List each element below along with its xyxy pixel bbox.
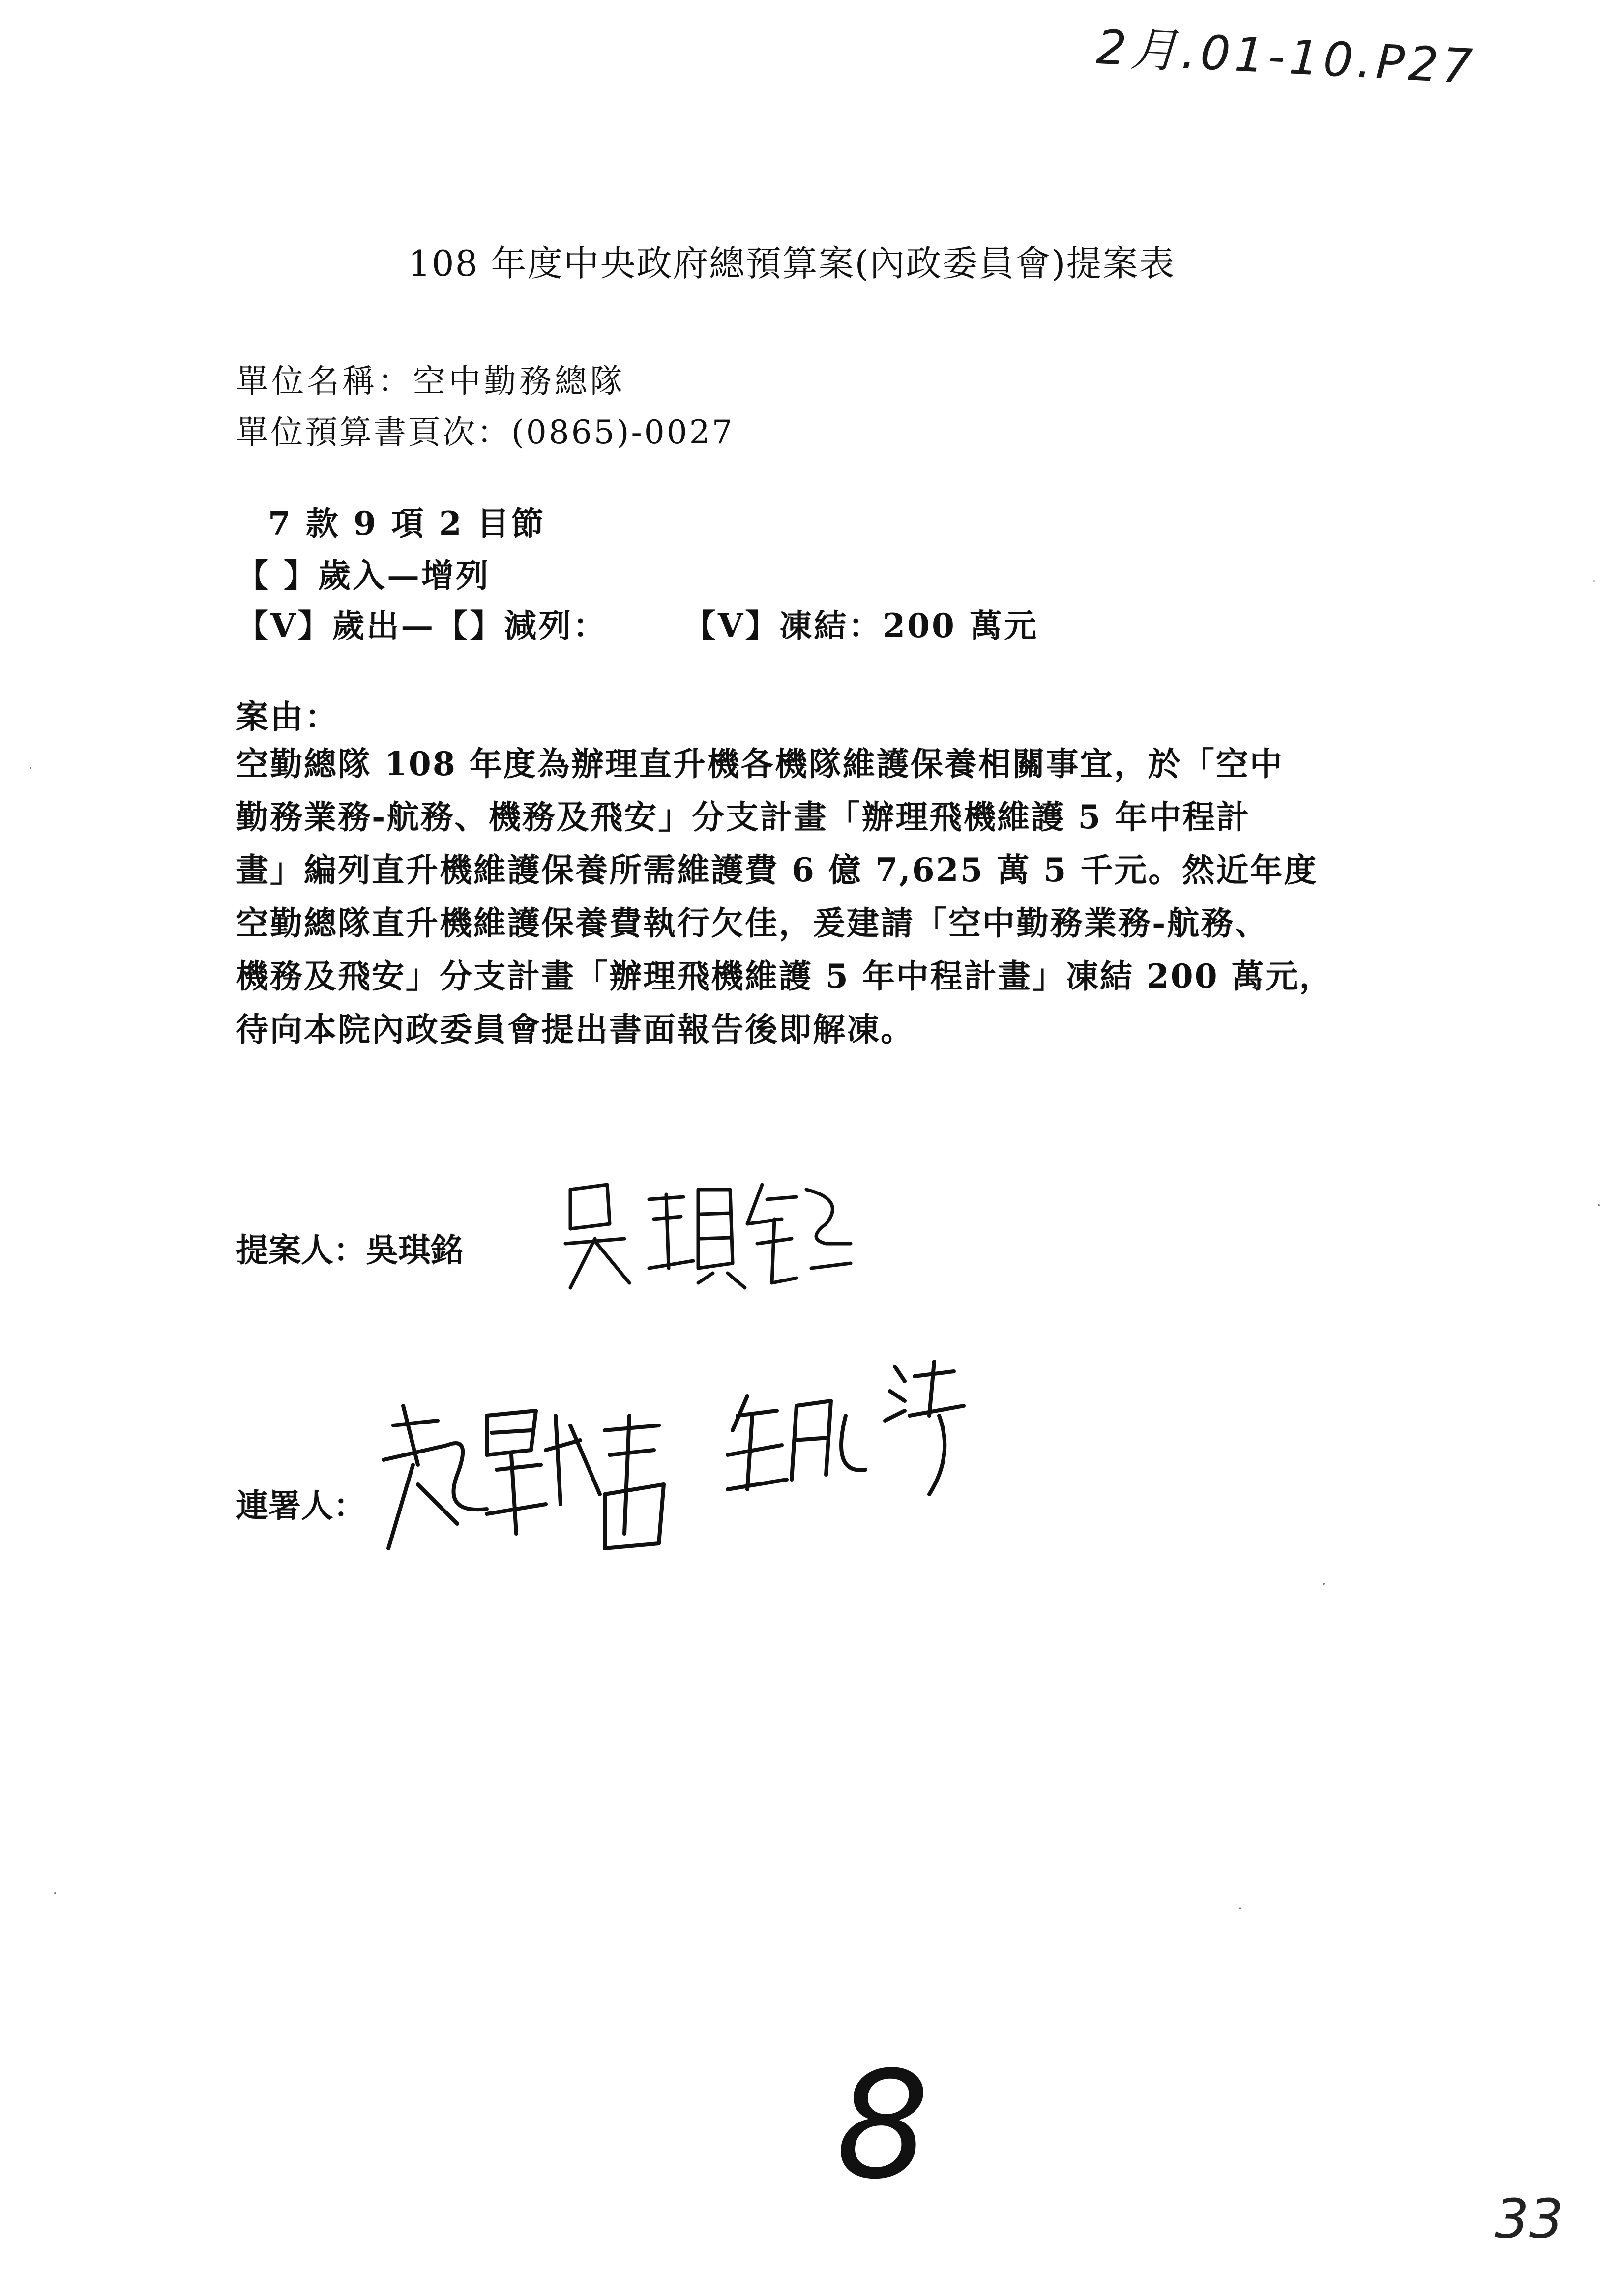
reason-line: 畫」編列直升機維護保養所需維護費 6 億 7,625 萬 5 千元。然近年度 <box>236 851 1318 889</box>
scan-speck <box>54 1892 56 1894</box>
cosigner-label: 連署人： <box>236 1486 366 1525</box>
unit-budget-page: 單位預算書頁次：(0865)-0027 <box>236 413 735 451</box>
reason-line: 空勤總隊 108 年度為辦理直升機各機隊維護保養相關事宜，於「空中 <box>236 745 1284 783</box>
scan-speck <box>1323 1583 1325 1585</box>
handwritten-reference-note: 2月.01-10.P27 <box>1095 19 1478 95</box>
expense-decrease-checkbox-line: 【V】歲出—【】減列： <box>236 607 608 645</box>
reason-line: 待向本院內政委員會提出書面報告後即解凍。 <box>236 1010 915 1048</box>
handwritten-corner-number: 33 <box>1495 2187 1564 2250</box>
proposer-signature-icon <box>551 1170 856 1298</box>
reason-label: 案由： <box>236 698 339 736</box>
budget-section: 7 款 9 項 2 目節 <box>268 504 546 543</box>
cosigner-signature-icon <box>374 1386 688 1573</box>
proposer-label: 提案人：吳琪銘 <box>236 1231 463 1269</box>
handwritten-page-number: 8 <box>836 2040 930 2211</box>
reason-line: 機務及飛安」分支計畫「辦理飛機維護 5 年中程計畫」凍結 200 萬元， <box>236 957 1333 995</box>
reason-line: 勤務業務-航務、機務及飛安」分支計畫「辦理飛機維護 5 年中程計 <box>236 798 1251 836</box>
freeze-amount: 【V】凍結：200 萬元 <box>683 607 1038 645</box>
revenue-increase-checkbox-line: 【 】歲入—增列 <box>236 556 490 595</box>
scan-speck <box>1598 1204 1600 1206</box>
cosigner-signature-icon <box>718 1347 974 1514</box>
scan-speck <box>1239 1907 1241 1909</box>
document-title: 108 年度中央政府總預算案(內政委員會)提案表 <box>408 243 1176 284</box>
reason-body <box>236 737 1387 1056</box>
reason-line: 空勤總隊直升機維護保養費執行欠佳，爰建請「空中勤務業務-航務、 <box>236 904 1269 942</box>
scan-speck <box>1593 580 1595 582</box>
scan-speck <box>30 767 31 769</box>
unit-name: 單位名稱：空中勤務總隊 <box>236 362 625 400</box>
